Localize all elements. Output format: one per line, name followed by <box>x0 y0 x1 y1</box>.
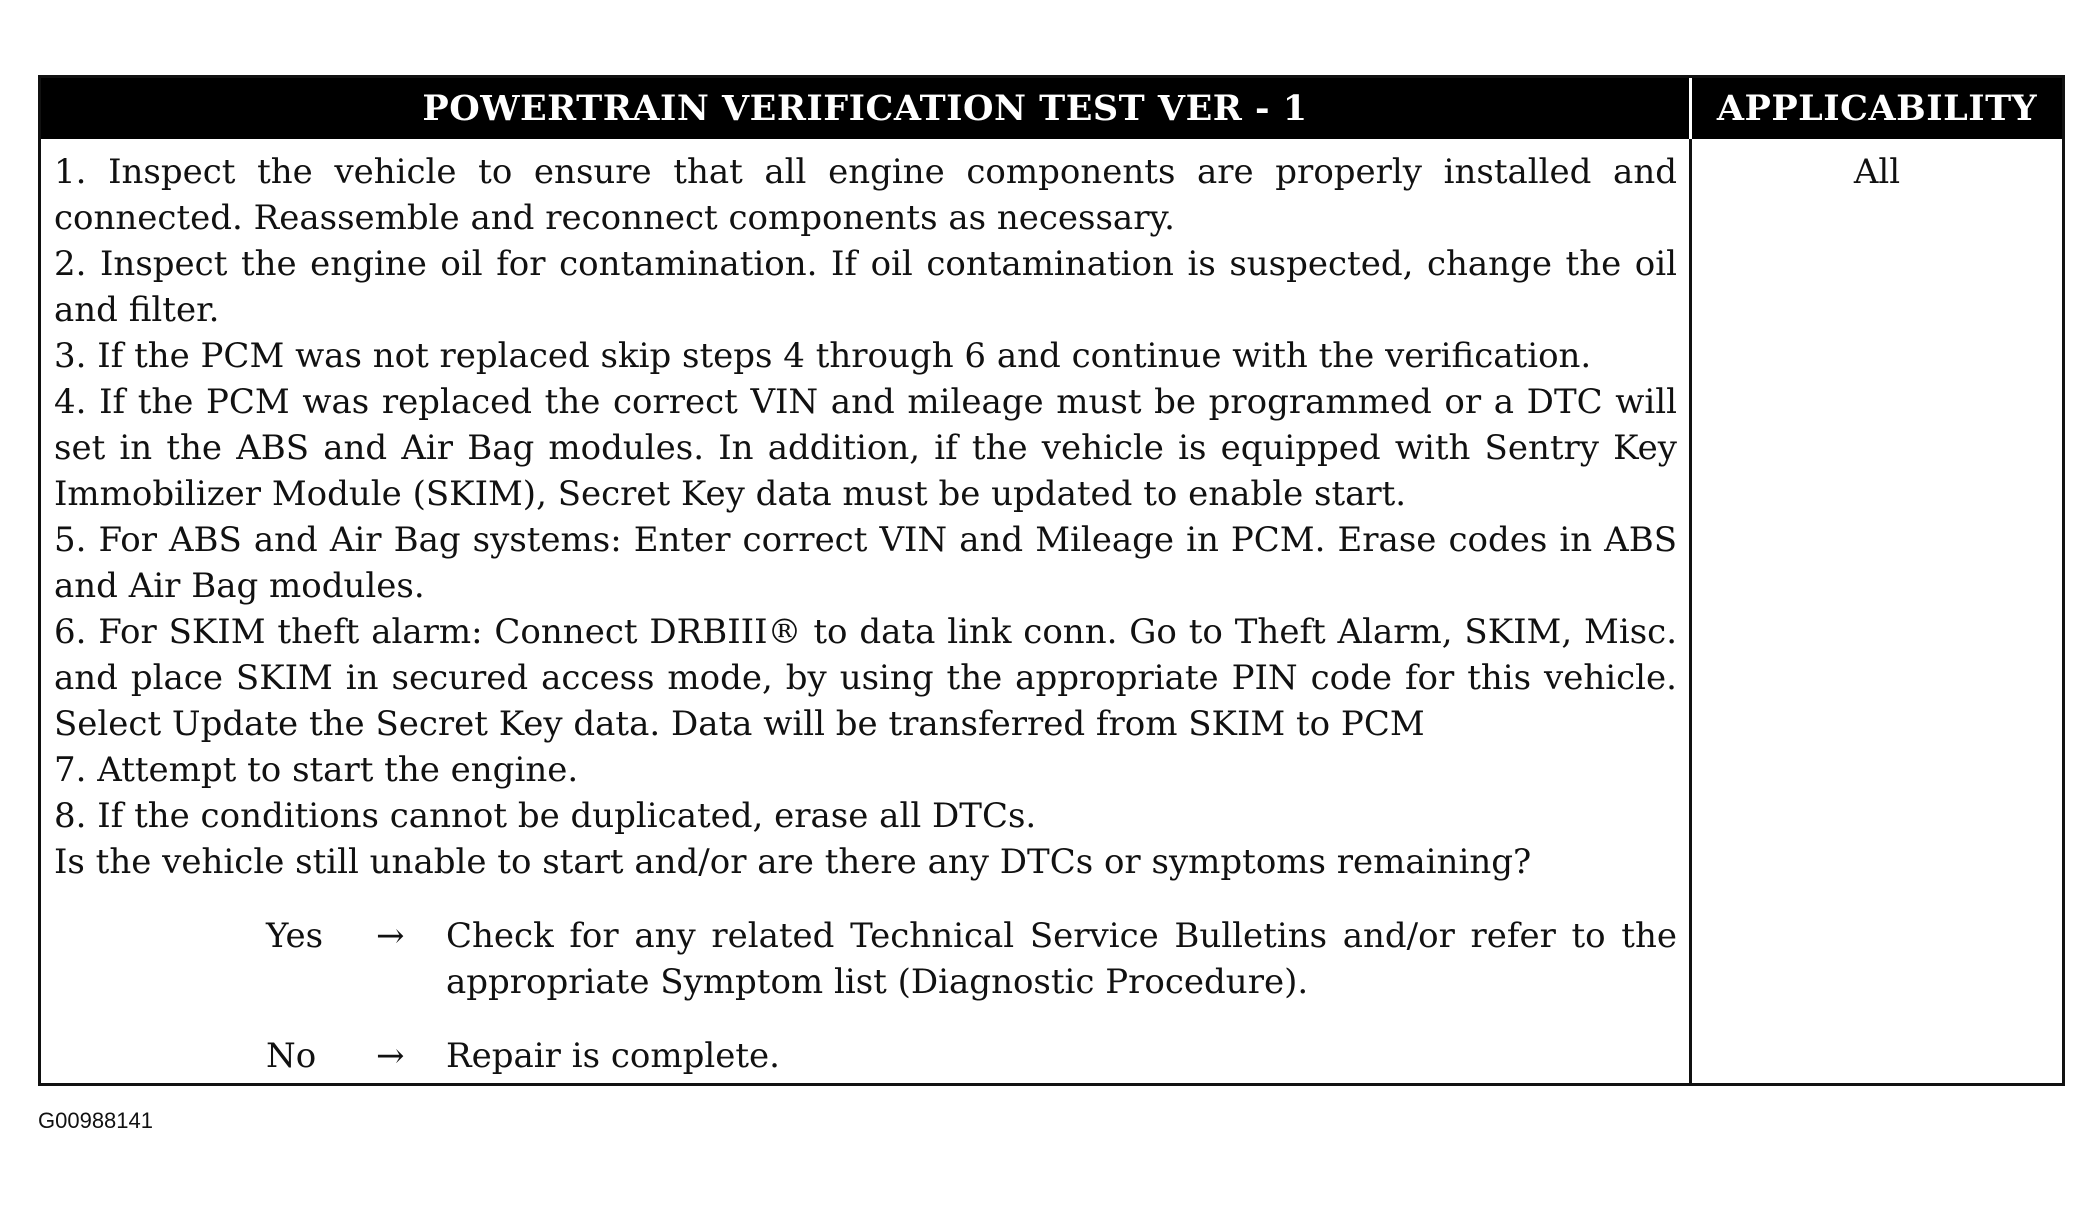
answer-no-label: No <box>266 1036 317 1076</box>
answer-yes <box>54 913 1677 1005</box>
applicability-cell: All <box>1853 152 1901 192</box>
verification-question: Is the vehicle still unable to start and/or are there any DTCs or symptoms remaining? <box>54 842 1532 882</box>
step-6: 6. For SKIM theft alarm: Connect DRBIII® to data link conn. Go to Theft Alarm, SKIM, Misc. and place SKIM in secured access mode, by using the appropriate PIN code for this vehicle. Select Update the Secret Key data. Data will be transferred from SKIM to PCM <box>54 612 1677 744</box>
applicability-title: APPLICABILITY <box>1716 88 2038 129</box>
procedure-cell <box>41 139 1692 1083</box>
answer-yes-label: Yes <box>266 916 324 956</box>
table-body <box>41 139 2062 1083</box>
step-5: 5. For ABS and Air Bag systems: Enter correct VIN and Mileage in PCM. Erase codes in ABS and Air Bag modules. <box>54 520 1677 606</box>
step-8: 8. If the conditions cannot be duplicated, erase all DTCs. <box>54 796 1037 836</box>
procedure-title: POWERTRAIN VERIFICATION TEST VER - 1 <box>41 78 1692 139</box>
right-arrow-icon: → <box>376 1036 405 1076</box>
step-4: 4. If the PCM was replaced the correct VIN and mileage must be programmed or a DTC will set in the ABS and Air Bag modules. In addition, if the vehicle is equipped with Sentry Key Immobilizer Module (SKIM), Secret Key data must be updated to enable start. <box>54 382 1677 514</box>
answer-no <box>54 1033 1677 1079</box>
table-header <box>41 78 2062 139</box>
answer-no-text: Repair is complete. <box>446 1036 780 1076</box>
procedure-table <box>38 75 2065 1086</box>
answer-yes-text: Check for any related Technical Service Bulletins and/or refer to the appropriate Symptom list (Diagnostic Procedure). <box>446 916 1677 1002</box>
figure-code: G00988141 <box>38 1108 153 1133</box>
step-2: 2. Inspect the engine oil for contamination. If oil contamination is suspected, change the oil and filter. <box>54 244 1677 330</box>
right-arrow-icon: → <box>376 916 405 956</box>
step-1: 1. Inspect the vehicle to ensure that all engine components are properly installed and connected. Reassemble and reconnect components as necessary. <box>54 152 1677 238</box>
step-3: 3. If the PCM was not replaced skip steps 4 through 6 and continue with the verification. <box>54 336 1592 376</box>
step-7: 7. Attempt to start the engine. <box>54 750 579 790</box>
